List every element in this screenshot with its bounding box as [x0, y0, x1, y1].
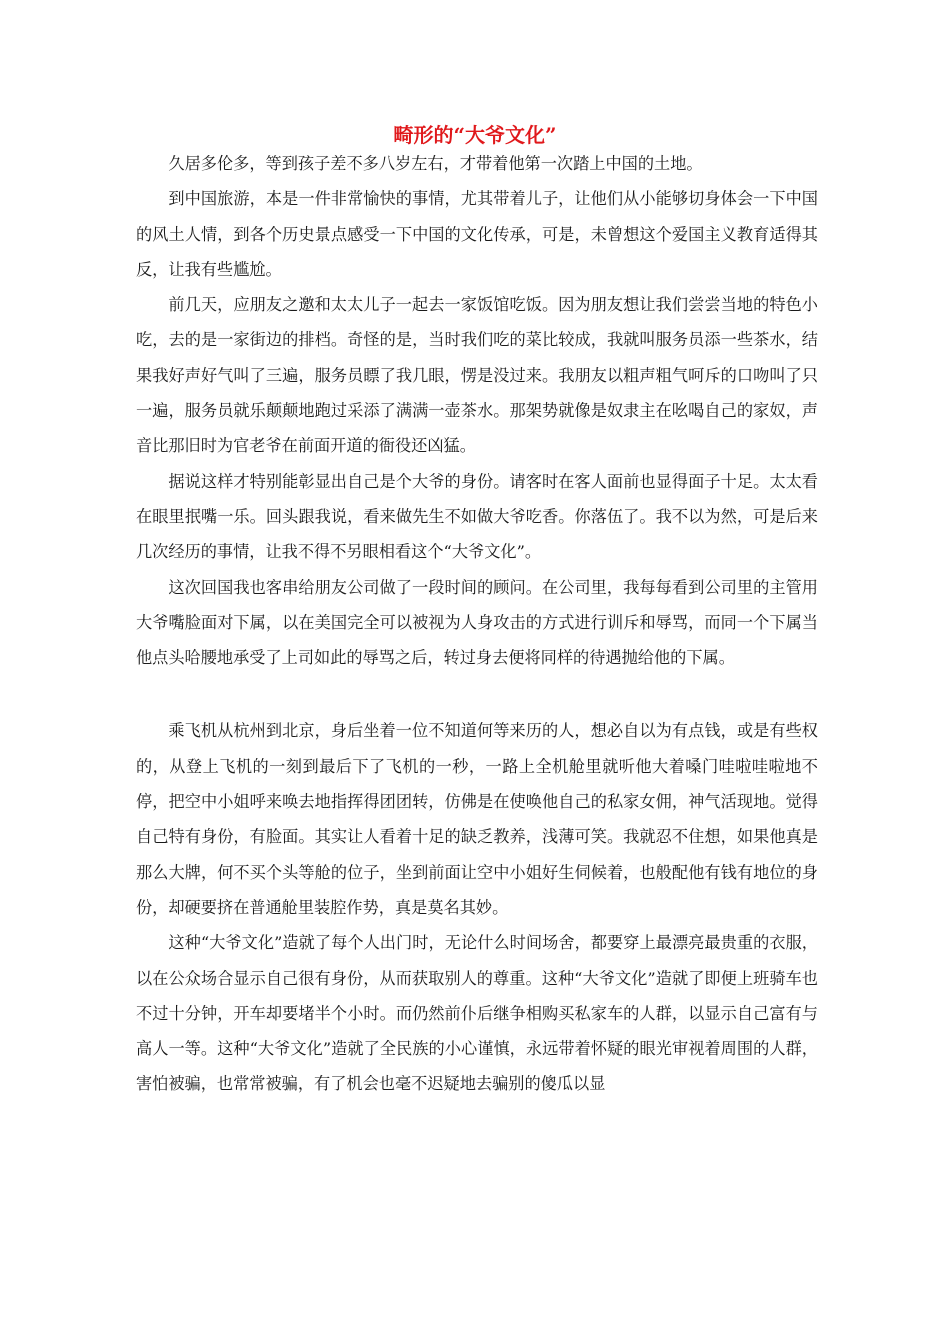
paragraph: 久居多伦多，等到孩子差不多八岁左右，才带着他第一次踏上中国的土地。: [168, 154, 703, 173]
paragraph: 乘飞机从杭州到北京，身后坐着一位不知道何等来历的人，想必自以为有点钱，或是有些权的，从登上飞机的一刻到最后下了飞机的一秒，一路上全机舱里就听他大着嗓门哇啦哇啦地不停，把空中小姐呼来唤去地指挥得团团转，仿佛是在使唤他自己的私家女佣，神气活现地。觉得自己特有身份，有脸面。其实让人看着十足的缺乏教养，浅薄可笑。我就忍不住想，如果他真是那么大牌，何不买个头等舱的位子，坐到前面让空中小姐好生伺候着，也般配他有钱有地位的身份，却硬要挤在普通舱里装腔作势，真是莫名其妙。: [136, 721, 818, 917]
paragraph: 据说这样才特别能彰显出自己是个大爷的身份。请客时在客人面前也显得面子十足。太太看在眼里抿嘴一乐。回头跟我说，看来做先生不如做大爷吃香。你落伍了。我不以为然，可是后来几次经历的事情，让我不得不另眼相看这个“大爷文化”。: [136, 471, 818, 562]
document-title: 畸形的“大爷文化”: [393, 123, 557, 147]
paragraph: 到中国旅游，本是一件非常愉快的事情，尤其带着儿子，让他们从小能够切身体会一下中国的风土人情，到各个历史景点感受一下中国的文化传承，可是，未曾想这个爱国主义教育适得其反，让我有些尴尬。: [136, 189, 818, 279]
paragraph: 前几天，应朋友之邀和太太儿子一起去一家饭馆吃饭。因为朋友想让我们尝尝当地的特色小吃，去的是一家街边的排档。奇怪的是，当时我们吃的菜比较成，我就叫服务员添一些茶水，结果我好声好气叫了三遍，服务员瞟了我几眼，愣是没过来。我朋友以粗声粗气呵斥的口吻叫了只一遍，服务员就乐颠颠地跑过采添了满满一壶茶水。那架势就像是奴隶主在吆喝自己的家奴，声音比那旧时为官老爷在前面开道的衙役还凶猛。: [136, 295, 818, 456]
document-body: [136, 146, 818, 1102]
paragraph: 这次回国我也客串给朋友公司做了一段时间的顾问。在公司里，我每每看到公司里的主管用大爷嘴脸面对下属，以在美国完全可以被视为人身攻击的方式进行训斥和辱骂，而同一个下属当他点头哈腰地承受了上司如此的辱骂之后，转过身去便将同样的待遇抛给他的下属。: [136, 577, 818, 668]
paragraph: 这种“大爷文化”造就了每个人出门时，无论什么时间场舍，都要穿上最漂亮最贵重的衣服，以在公众场合显示自己很有身份，从而获取别人的尊重。这种“大爷文化”造就了即便上班骑车也不过十分钟，开车却要堵半个小时。而仍然前仆后继争相购买私家车的人群，以显示自己富有与高人一等。这种“大爷文化”造就了全民族的小心谨慎，永远带着怀疑的眼光审视着周围的人群，害怕被骗，也常常被骗，有了机会也毫不迟疑地去骗别的傻瓜以显: [136, 933, 818, 1094]
